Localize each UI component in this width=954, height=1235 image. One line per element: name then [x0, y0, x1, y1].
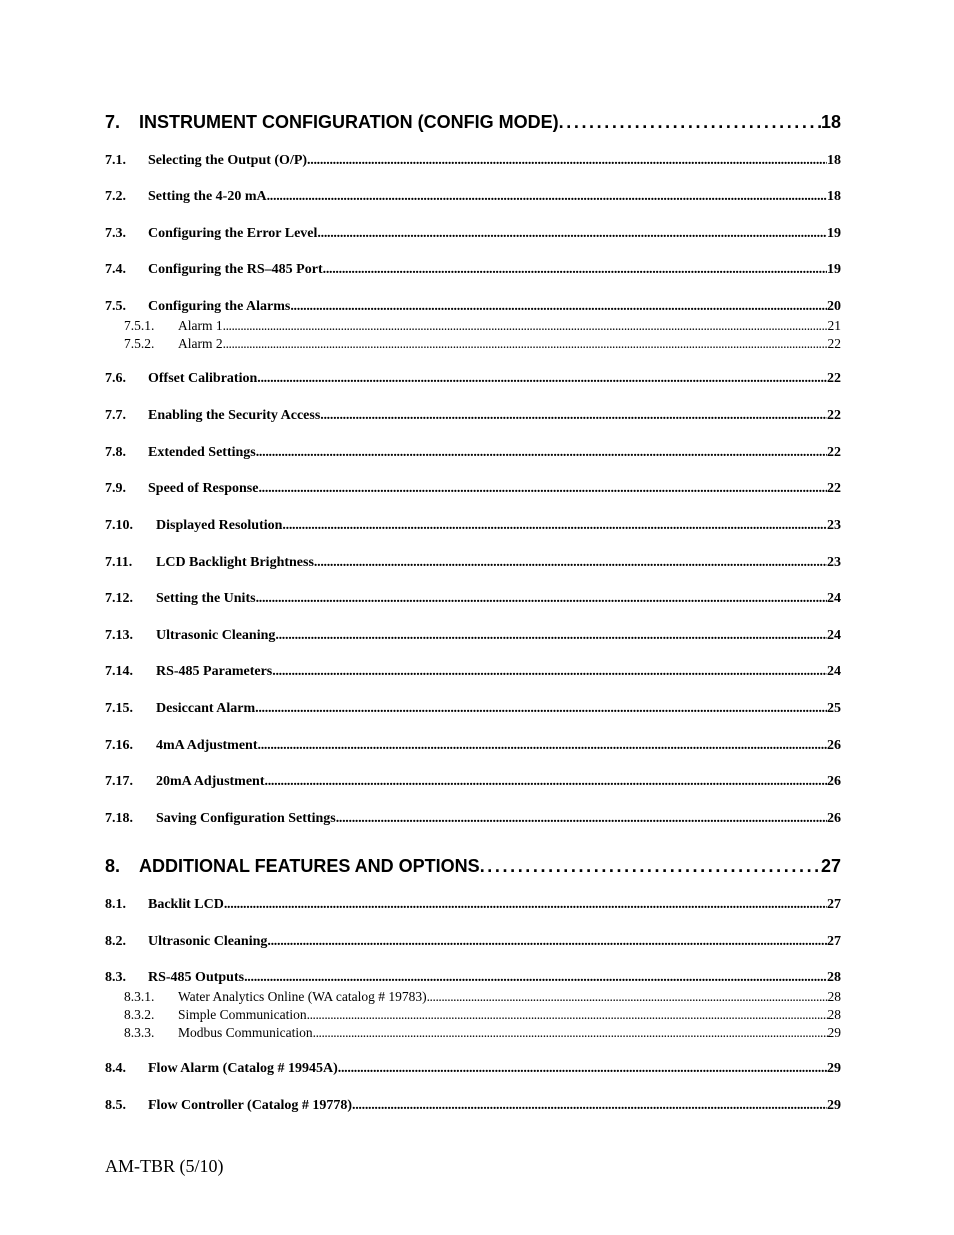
toc-entry-8-3-3[interactable]	[124, 1025, 841, 1042]
toc-entry-number: 8.1.	[105, 897, 126, 912]
toc-dot-leader	[256, 591, 827, 607]
toc-entry-title: LCD Backlight Brightness	[156, 555, 314, 570]
toc-entry-number: 7.11.	[105, 555, 133, 570]
toc-entry-title: Backlit LCD	[148, 897, 224, 912]
toc-entry-number: 7.15.	[105, 701, 133, 716]
toc-dot-leader	[256, 445, 827, 461]
toc-entry-7-15[interactable]	[105, 701, 841, 719]
toc-entry-page: 26	[827, 811, 841, 826]
toc-entry-page: 20	[827, 299, 841, 314]
toc-dot-leader	[244, 970, 827, 986]
toc-entry-7-6[interactable]	[105, 371, 841, 389]
toc-entry-title: Extended Settings	[148, 445, 256, 460]
toc-entry-title: Flow Controller (Catalog # 19778)	[148, 1098, 353, 1113]
toc-dot-leader	[336, 811, 827, 827]
toc-entry-8-3-1[interactable]	[124, 989, 841, 1006]
toc-entry-title: Configuring the RS–485 Port	[148, 262, 323, 277]
toc-entry-7-5-2[interactable]	[124, 336, 841, 353]
toc-entry-7-16[interactable]	[105, 738, 841, 756]
toc-entry-page: 22	[827, 371, 841, 386]
toc-dot-leader	[265, 774, 827, 790]
toc-dot-leader	[317, 226, 827, 242]
toc-entry-page: 26	[827, 738, 841, 753]
toc-entry-title: Setting the 4-20 mA	[148, 189, 267, 204]
toc-entry-title: Offset Calibration	[148, 371, 258, 386]
toc-entry-page: 19	[827, 262, 841, 277]
toc-entry-7-18[interactable]	[105, 811, 841, 829]
toc-dot-leader	[224, 897, 827, 913]
toc-entry-page: 23	[827, 555, 841, 570]
toc-entry-page: 24	[827, 664, 841, 679]
toc-entry-title: Displayed Resolution	[156, 518, 283, 533]
toc-entry-page: 22	[827, 481, 841, 496]
toc-entry-number: 7.10.	[105, 518, 133, 533]
toc-entry-7-2[interactable]	[105, 189, 841, 207]
toc-entry-number: 7.5.1.	[124, 318, 155, 333]
toc-entry-number: 7.7.	[105, 408, 126, 423]
toc-entry-title: Enabling the Security Access	[148, 408, 321, 423]
toc-entry-7-1[interactable]	[105, 153, 841, 171]
toc-entry-8-5[interactable]	[105, 1098, 841, 1116]
toc-entry-number: 7.8.	[105, 445, 126, 460]
toc-dot-leader	[427, 989, 828, 1005]
toc-entry-number: 8.3.1.	[124, 989, 155, 1004]
toc-dot-leader	[323, 262, 827, 278]
toc-entry-page: 22	[827, 445, 841, 460]
toc-entry-title: RS-485 Outputs	[148, 970, 245, 985]
page-footer-doc-id: AM-TBR (5/10)	[105, 1156, 224, 1176]
toc-entry-page: 19	[827, 226, 841, 241]
toc-entry-7-17[interactable]	[105, 774, 841, 792]
toc-entry-title: Flow Alarm (Catalog # 19945A)	[148, 1061, 338, 1076]
toc-entry-page: 21	[827, 318, 841, 333]
toc-dot-leader	[352, 1098, 827, 1114]
toc-entry-title: Alarm 2	[178, 336, 223, 351]
toc-entry-title: INSTRUMENT CONFIGURATION (CONFIG MODE)	[139, 112, 559, 132]
toc-dot-leader	[258, 481, 827, 497]
toc-dot-leader	[272, 664, 827, 680]
toc-entry-number: 7.6.	[105, 371, 126, 386]
toc-dot-leader	[258, 738, 827, 754]
toc-entry-title: Simple Communication	[178, 1007, 307, 1022]
toc-entry-page: 18	[820, 112, 841, 132]
toc-entry-title: Selecting the Output (O/P)	[148, 153, 308, 168]
toc-entry-title: Configuring the Alarms	[148, 299, 291, 314]
toc-entry-number: 8.3.	[105, 970, 126, 985]
toc-entry-page: 23	[827, 518, 841, 533]
toc-entry-number: 8.4.	[105, 1061, 126, 1076]
toc-entry-title: RS-485 Parameters	[156, 664, 273, 679]
toc-entry-7[interactable]	[105, 112, 841, 134]
toc-entry-7-5-1[interactable]	[124, 318, 841, 335]
toc-entry-page: 27	[820, 856, 841, 876]
toc-entry-7-8[interactable]	[105, 445, 841, 463]
toc-entry-8-3-2[interactable]	[124, 1007, 841, 1024]
toc-entry-title: Configuring the Error Level	[148, 226, 318, 241]
toc-entry-title: Water Analytics Online (WA catalog # 19783)	[178, 989, 427, 1004]
toc-entry-page: 28	[827, 989, 841, 1004]
toc-entry-page: 22	[827, 408, 841, 423]
toc-dot-leader	[275, 628, 827, 644]
toc-dot-leader	[320, 408, 827, 424]
toc-entry-title: 20mA Adjustment	[156, 774, 265, 789]
toc-dot-leader	[338, 1061, 827, 1077]
toc-entry-page: 22	[827, 336, 841, 351]
toc-entry-8-3[interactable]	[105, 970, 841, 988]
toc-entry-number: 7.5.2.	[124, 336, 155, 351]
toc-dot-leader	[267, 189, 827, 205]
toc-dot-leader	[255, 701, 827, 717]
toc-entry-title: Setting the Units	[156, 591, 256, 606]
toc-entry-page: 26	[827, 774, 841, 789]
toc-entry-number: 8.3.2.	[124, 1007, 155, 1022]
toc-entry-page: 29	[827, 1025, 841, 1040]
toc-entry-number: 7.4.	[105, 262, 126, 277]
toc-entry-7-12[interactable]	[105, 591, 841, 609]
toc-entry-page: 18	[827, 189, 841, 204]
toc-entry-7-7[interactable]	[105, 408, 841, 426]
toc-entry-7-4[interactable]	[105, 262, 841, 280]
toc-entry-7-10[interactable]	[105, 518, 841, 536]
toc-entry-8[interactable]	[105, 856, 841, 878]
toc-entry-7-3[interactable]	[105, 226, 841, 244]
toc-entry-number: 7.5.	[105, 299, 126, 314]
toc-entry-number: 7.18.	[105, 811, 133, 826]
toc-entry-8-1[interactable]	[105, 897, 841, 915]
toc-entry-title: Ultrasonic Cleaning	[148, 934, 268, 949]
toc-entry-number: 7.9.	[105, 481, 126, 496]
toc-dot-leader	[223, 318, 828, 334]
toc-entry-8-2[interactable]	[105, 934, 841, 952]
toc-entry-title: 4mA Adjustment	[156, 738, 258, 753]
toc-entry-7-5[interactable]	[105, 299, 841, 317]
toc-entry-number: 7.3.	[105, 226, 126, 241]
toc-dot-leader	[307, 153, 827, 169]
toc-entry-7-11[interactable]	[105, 555, 841, 573]
toc-entry-number: 8.3.3.	[124, 1025, 155, 1040]
toc-entry-number: 7.17.	[105, 774, 133, 789]
toc-entry-7-13[interactable]	[105, 628, 841, 646]
toc-entry-7-14[interactable]	[105, 664, 841, 682]
toc-entry-8-4[interactable]	[105, 1061, 841, 1079]
toc-entry-title: Saving Configuration Settings	[156, 811, 336, 826]
toc-entry-number: 8.2.	[105, 934, 126, 949]
toc-entry-number: 8.5.	[105, 1098, 126, 1113]
toc-entry-page: 29	[827, 1061, 841, 1076]
toc-entry-number: 8.	[105, 856, 121, 876]
toc-entry-number: 7.14.	[105, 664, 133, 679]
toc-dot-leader	[257, 371, 827, 387]
toc-entry-number: 7.13.	[105, 628, 133, 643]
toc-entry-page: 28	[827, 970, 841, 985]
toc-entry-number: 7.2.	[105, 189, 126, 204]
toc-entry-number: 7.	[105, 112, 121, 132]
toc-entry-page: 28	[827, 1007, 841, 1022]
toc-entry-7-9[interactable]	[105, 481, 841, 499]
toc-dot-leader	[480, 856, 821, 877]
toc-entry-title: Alarm 1	[178, 318, 223, 333]
toc-dot-leader	[313, 1025, 828, 1041]
toc-entry-number: 7.16.	[105, 738, 133, 753]
toc-dot-leader	[559, 112, 821, 133]
toc-entry-number: 7.1.	[105, 153, 126, 168]
toc-entry-number: 7.12.	[105, 591, 133, 606]
toc-dot-leader	[314, 555, 827, 571]
toc-dot-leader	[307, 1007, 828, 1023]
toc-entry-title: Desiccant Alarm	[156, 701, 256, 716]
toc-entry-page: 29	[827, 1098, 841, 1113]
toc-entry-page: 24	[827, 591, 841, 606]
toc-entry-title: Speed of Response	[148, 481, 259, 496]
toc-entry-title: ADDITIONAL FEATURES AND OPTIONS	[139, 856, 480, 876]
toc-dot-leader	[267, 934, 827, 950]
toc-entry-page: 27	[827, 897, 841, 912]
toc-entry-page: 27	[827, 934, 841, 949]
toc-entry-page: 24	[827, 628, 841, 643]
toc-entry-page: 18	[827, 153, 841, 168]
toc-dot-leader	[223, 336, 828, 352]
toc-entry-title: Ultrasonic Cleaning	[156, 628, 276, 643]
toc-dot-leader	[290, 299, 827, 315]
toc-entry-title: Modbus Communication	[178, 1025, 313, 1040]
toc-entry-page: 25	[827, 701, 841, 716]
toc-dot-leader	[282, 518, 827, 534]
